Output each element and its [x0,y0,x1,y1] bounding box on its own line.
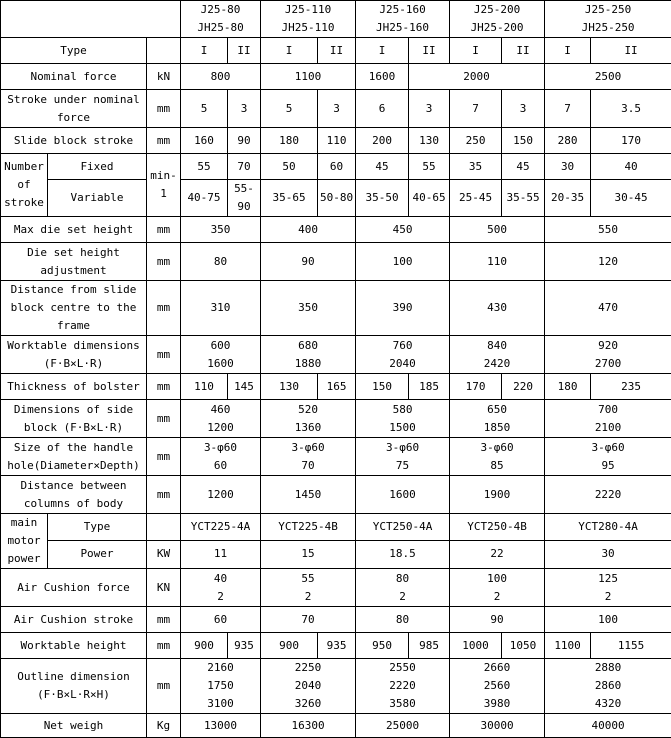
value-cell: 150 [356,374,409,400]
number-of-stroke-variable-row [1,180,671,217]
value-cell: 100 2 [450,569,545,607]
value-cell: 110 [450,243,545,281]
value-cell: 200 [356,128,409,154]
value-cell: 350 [181,217,261,243]
unit-cell: min-1 [147,154,181,217]
model-header: J25-80 JH25-80 [181,1,261,38]
value-cell: 40 [591,154,671,180]
value-cell: 90 [261,243,356,281]
value-cell: 45 [502,154,545,180]
value-cell: 16300 [261,714,356,738]
value-cell: 55-90 [228,180,261,217]
air-cushion-force-row [1,569,671,607]
value-cell: 80 2 [356,569,450,607]
value-cell: 22 [450,540,545,568]
unit-cell: mm [147,633,181,659]
model-header: J25-200 JH25-200 [450,1,545,38]
distance-slide-centre-row [1,281,671,336]
value-cell: 2500 [545,64,671,90]
type-cell: II [318,38,356,64]
value-cell: 25-45 [450,180,502,217]
thickness-of-bolster-row [1,374,671,400]
sub-label: Fixed [48,154,147,180]
unit-cell: mm [147,607,181,633]
value-cell: 18.5 [356,540,450,568]
value-cell: 50 [261,154,318,180]
stroke-under-nominal-row [1,90,671,128]
row-label: Worktable height [1,633,147,659]
value-cell: 2160 1750 3100 [181,659,261,714]
model-header: J25-110 JH25-110 [261,1,356,38]
value-cell: 430 [450,281,545,336]
value-cell: 55 2 [261,569,356,607]
value-cell: 30-45 [591,180,671,217]
value-cell: YCT225-4A [181,514,261,541]
value-cell: 3 [318,90,356,128]
worktable-dimensions-row [1,336,671,374]
value-cell: 1900 [450,476,545,514]
value-cell: 3-φ60 95 [545,438,671,476]
air-cushion-stroke-row [1,607,671,633]
value-cell: 6 [356,90,409,128]
value-cell: 80 [181,243,261,281]
value-cell: 170 [450,374,502,400]
value-cell: 110 [318,128,356,154]
unit-cell: mm [147,400,181,438]
motor-type-row [1,514,671,541]
value-cell: 760 2040 [356,336,450,374]
value-cell: 35 [450,154,502,180]
value-cell: YCT225-4B [261,514,356,541]
value-cell: 3.5 [591,90,671,128]
model-header: J25-160 JH25-160 [356,1,450,38]
value-cell: 13000 [181,714,261,738]
unit-cell: KN [147,569,181,607]
value-cell: 145 [228,374,261,400]
type-cell: II [409,38,450,64]
value-cell: 20-35 [545,180,591,217]
value-cell: 600 1600 [181,336,261,374]
row-label: Air Cushion force [1,569,147,607]
value-cell: 40-75 [181,180,228,217]
value-cell: 1050 [502,633,545,659]
value-cell: YCT250-4B [450,514,545,541]
number-of-stroke-fixed-row [1,154,671,180]
value-cell: 60 [181,607,261,633]
unit-cell: mm [147,217,181,243]
handle-hole-row [1,438,671,476]
value-cell: 2000 [409,64,545,90]
slide-block-stroke-row [1,128,671,154]
value-cell: 25000 [356,714,450,738]
value-cell: 70 [228,154,261,180]
dimensions-side-block-row [1,400,671,438]
outline-dimension-row [1,659,671,714]
value-cell: 130 [261,374,318,400]
value-cell: 60 [318,154,356,180]
value-cell: 40000 [545,714,671,738]
type-cell: II [228,38,261,64]
value-cell: 3 [502,90,545,128]
value-cell: 580 1500 [356,400,450,438]
value-cell: 1155 [591,633,671,659]
type-cell: II [591,38,671,64]
header-blank-cell [1,1,181,38]
value-cell: 650 1850 [450,400,545,438]
value-cell: 50-80 [318,180,356,217]
value-cell: 350 [261,281,356,336]
value-cell: 90 [450,607,545,633]
row-label: Nominal force [1,64,147,90]
type-row [1,38,671,64]
value-cell: 935 [228,633,261,659]
unit-cell: mm [147,281,181,336]
value-cell: 3 [409,90,450,128]
unit-cell [147,38,181,64]
value-cell: 310 [181,281,261,336]
unit-cell: mm [147,336,181,374]
model-header: J25-250 JH25-250 [545,1,671,38]
row-label: Thickness of bolster [1,374,147,400]
row-label: Max die set height [1,217,147,243]
value-cell: 400 [261,217,356,243]
value-cell: 55 [409,154,450,180]
distance-between-columns-row [1,476,671,514]
value-cell: 3 [228,90,261,128]
row-label: Dimensions of side block (F·B×L·R) [1,400,147,438]
value-cell: 450 [356,217,450,243]
value-cell: 5 [261,90,318,128]
row-label: Slide block stroke [1,128,147,154]
nominal-force-row [1,64,671,90]
value-cell: 985 [409,633,450,659]
value-cell: 5 [181,90,228,128]
sub-label: Variable [48,180,147,217]
type-cell: I [181,38,228,64]
unit-cell [147,514,181,541]
row-label: Worktable dimensions (F·B×L·R) [1,336,147,374]
value-cell: 30000 [450,714,545,738]
value-cell: YCT280-4A [545,514,671,541]
value-cell: 90 [228,128,261,154]
value-cell: 40 2 [181,569,261,607]
type-cell: I [545,38,591,64]
value-cell: 100 [545,607,671,633]
value-cell: 500 [450,217,545,243]
value-cell: 1600 [356,476,450,514]
row-label: Distance from slide block centre to the frame [1,281,147,336]
value-cell: 280 [545,128,591,154]
value-cell: 1200 [181,476,261,514]
unit-cell: mm [147,90,181,128]
value-cell: 935 [318,633,356,659]
value-cell: 40-65 [409,180,450,217]
value-cell: 11 [181,540,261,568]
value-cell: 15 [261,540,356,568]
value-cell: 680 1880 [261,336,356,374]
type-cell: I [450,38,502,64]
value-cell: 2880 2860 4320 [545,659,671,714]
value-cell: 180 [545,374,591,400]
value-cell: 900 [181,633,228,659]
type-cell: I [261,38,318,64]
unit-cell: kN [147,64,181,90]
value-cell: 900 [261,633,318,659]
value-cell: 2250 2040 3260 [261,659,356,714]
value-cell: 470 [545,281,671,336]
value-cell: 35-50 [356,180,409,217]
value-cell: 250 [450,128,502,154]
value-cell: 165 [318,374,356,400]
value-cell: 55 [181,154,228,180]
type-cell: I [356,38,409,64]
sub-label: Type [48,514,147,541]
value-cell: 460 1200 [181,400,261,438]
row-label: Stroke under nominal force [1,90,147,128]
value-cell: 45 [356,154,409,180]
row-group-label: Number of stroke [1,154,48,217]
type-cell: II [502,38,545,64]
value-cell: 1600 [356,64,409,90]
value-cell: YCT250-4A [356,514,450,541]
unit-cell: mm [147,659,181,714]
unit-cell: KW [147,540,181,568]
value-cell: 390 [356,281,450,336]
value-cell: 3-φ60 85 [450,438,545,476]
value-cell: 100 [356,243,450,281]
value-cell: 180 [261,128,318,154]
value-cell: 2550 2220 3580 [356,659,450,714]
value-cell: 70 [261,607,356,633]
value-cell: 1000 [450,633,502,659]
row-label: Outline dimension (F·B×L·R×H) [1,659,147,714]
row-label: Net weigh [1,714,147,738]
unit-cell: mm [147,128,181,154]
unit-cell: mm [147,243,181,281]
value-cell: 1100 [545,633,591,659]
value-cell: 1450 [261,476,356,514]
value-cell: 2220 [545,476,671,514]
value-cell: 7 [545,90,591,128]
value-cell: 550 [545,217,671,243]
value-cell: 125 2 [545,569,671,607]
value-cell: 950 [356,633,409,659]
row-label: Size of the handle hole(Diameter×Depth) [1,438,147,476]
value-cell: 1100 [261,64,356,90]
worktable-height-row [1,633,671,659]
value-cell: 7 [450,90,502,128]
value-cell: 35-65 [261,180,318,217]
unit-cell: mm [147,476,181,514]
value-cell: 80 [356,607,450,633]
sub-label: Power [48,540,147,568]
value-cell: 120 [545,243,671,281]
value-cell: 920 2700 [545,336,671,374]
value-cell: 30 [545,540,671,568]
value-cell: 30 [545,154,591,180]
motor-power-row [1,540,671,568]
row-group-label: main motor power [1,514,48,569]
max-die-set-height-row [1,217,671,243]
value-cell: 520 1360 [261,400,356,438]
row-label: Die set height adjustment [1,243,147,281]
value-cell: 3-φ60 70 [261,438,356,476]
value-cell: 800 [181,64,261,90]
model-header-row [1,1,671,38]
value-cell: 3-φ60 75 [356,438,450,476]
die-set-height-adjustment-row [1,243,671,281]
row-label: Type [1,38,147,64]
value-cell: 150 [502,128,545,154]
value-cell: 185 [409,374,450,400]
row-label: Distance between columns of body [1,476,147,514]
value-cell: 130 [409,128,450,154]
value-cell: 840 2420 [450,336,545,374]
unit-cell: Kg [147,714,181,738]
value-cell: 110 [181,374,228,400]
value-cell: 235 [591,374,671,400]
value-cell: 170 [591,128,671,154]
net-weigh-row [1,714,671,738]
value-cell: 160 [181,128,228,154]
value-cell: 35-55 [502,180,545,217]
value-cell: 2660 2560 3980 [450,659,545,714]
unit-cell: mm [147,438,181,476]
value-cell: 700 2100 [545,400,671,438]
unit-cell: mm [147,374,181,400]
row-label: Air Cushion stroke [1,607,147,633]
value-cell: 220 [502,374,545,400]
value-cell: 3-φ60 60 [181,438,261,476]
